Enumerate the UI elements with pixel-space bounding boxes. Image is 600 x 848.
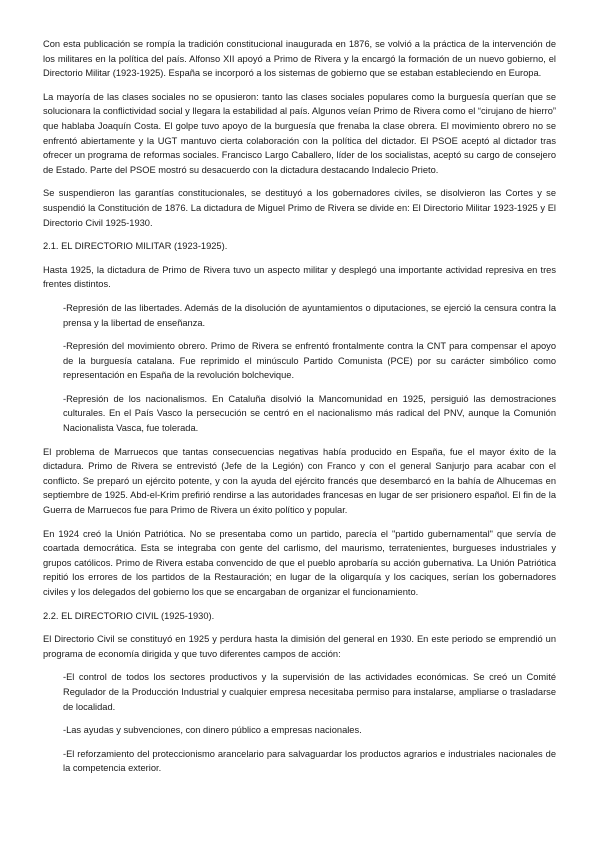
document-page [43, 37, 556, 785]
paragraph: La mayoría de las clases sociales no se opusieron: tanto las clases sociales populares como la burguesía querían que se solucionara la conflictividad social y llegara la estabilidad al país. Algunos veían Primo de Rivera como el “cirujano de hierro” que hablaba Joaquín Costa. El golpe tuvo apoyo de la burguesía que frenaba la clase obrera. El movimiento obrero no se enfrentó abiertamente y la UGT mantuvo cierta colaboración con la política del dictador. El PSOE aceptó al dictador tras ofrecer un programa de reformas sociales. Francisco Largo Caballero, líder de los socialistas, aceptó su cargo de consejero de Estado. Parte del PSOE mostró su desacuerdo con la dictadura destacando Indalecio Prieto. [43, 91, 556, 175]
paragraph: Con esta publicación se rompía la tradición constitucional inaugurada en 1876, se volvió a la práctica de la intervención de los militares en la política del país. Alfonso XII apoyó a Primo de Rivera y la encargó la formación de un nuevo gobierno, el Directorio Militar (1923-1925). España se incorporó a los sistemas de gobierno que se estaban estableciendo en Europa. [43, 39, 556, 79]
paragraph: El problema de Marruecos que tantas consecuencias negativas había producido en España, fue el mayor éxito de la dictadura. Primo de Rivera se entrevistó (Jefe de la Legión) con Franco y con el general Sanjurjo para acabar con el conflicto. Se preparó un ejército potente, y con la ayuda del ejército francés que desembarcó en la bahía de Alhucemas en septiembre de 1925. Abd-el-Krim prefirió rendirse a las autoridades francesas en lugar de ser prisionero español. El fin de la Guerra de Marruecos fue para Primo de Rivera un éxito político y popular. [43, 446, 556, 516]
list-item: -El reforzamiento del proteccionismo arancelario para salvaguardar los productos agrarios e industriales nacionales de la competencia exterior. [63, 748, 556, 774]
section-heading: 2.2. EL DIRECTORIO CIVIL (1925-1930). [43, 610, 215, 621]
list-item: -Represión de los nacionalismos. En Cataluña disolvió la Mancomunidad en 1925, persiguió las demostraciones culturales. En el País Vasco la persecución se centró en el nacionalismo más radical del PNV, aunque la Comunión Nacionalista Vasca, fue tolerada. [63, 393, 556, 434]
paragraph: Hasta 1925, la dictadura de Primo de Rivera tuvo un aspecto militar y desplegó una importante actividad represiva en tres frentes distintos. [43, 264, 556, 290]
list-item: -Represión del movimiento obrero. Primo de Rivera se enfrentó frontalmente contra la CNT para compensar el apoyo de la burguesía catalana. Fue reprimido el minúsculo Partido Comunista (PCE) por su carácter simbólico como representación en España de la revolución bolchevique. [63, 341, 556, 381]
list-item: -El control de todos los sectores productivos y la supervisión de las actividades económicas. Se creó un Comité Regulador de la Producción Industrial y cualquier empresa necesitaba permiso para instalarse, ampliarse o trasladarse de localidad. [63, 672, 556, 712]
list-item: -Las ayudas y subvenciones, con dinero público a empresas nacionales. [63, 725, 362, 736]
paragraph: Se suspendieron las garantías constitucionales, se destituyó a los gobernadores civiles, se disolvieron las Cortes y se suspendió la Constitución de 1876. La dictadura de Miguel Primo de Rivera se divide en: El Directorio Militar 1923-1925 y El Directorio Civil 1925-1930. [43, 188, 556, 228]
paragraph: En 1924 creó la Unión Patriótica. No se presentaba como un partido, parecía el "partido gubernamental" que servía de coartada democrática. Esta se integraba con gente del carlismo, del maurismo, terratenientes, burgueses industriales y grupos católicos. Primo de Rivera estaba convencido de que el pueblo aprobaría su acción gubernativa. La Unión Patriótica repitió los errores de los partidos de la Restauración; en lugar de la oligarquía y los caciques, serían los gobernadores civiles y los delegados del gobierno los que se encargaban de organizar el funcionamiento. [43, 528, 556, 597]
list-item: -Represión de las libertades. Además de la disolución de ayuntamientos o diputaciones, se ejerció la censura contra la prensa y la libertad de enseñanza. [63, 302, 556, 328]
section-heading: 2.1. EL DIRECTORIO MILITAR (1923-1925). [43, 241, 228, 252]
paragraph: El Directorio Civil se constituyó en 1925 y perdura hasta la dimisión del general en 1930. En este periodo se emprendió un programa de economía dirigida y que tuvo diferentes campos de acción: [43, 634, 556, 659]
